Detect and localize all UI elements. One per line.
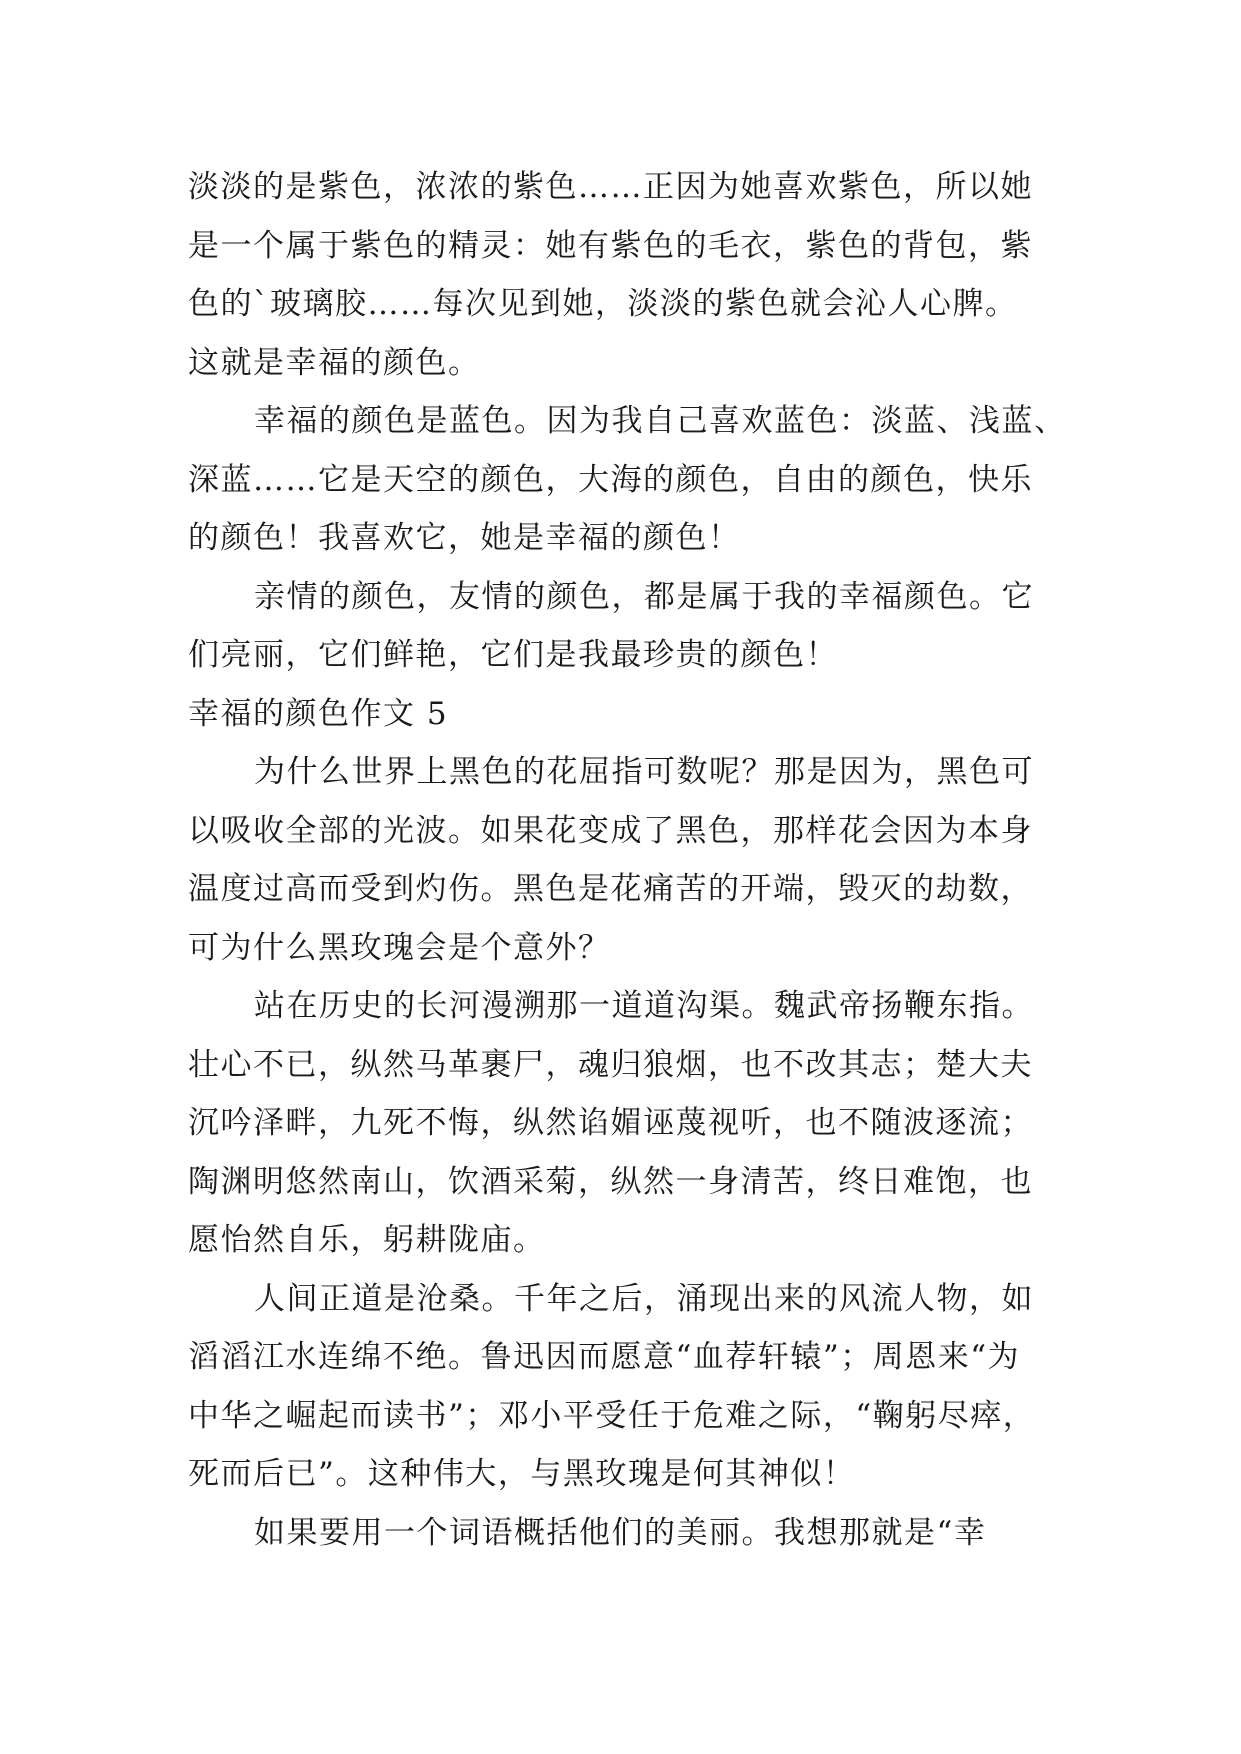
- paragraph-first-line: 如果要用一个词语概括他们的美丽。我想那就是“幸: [254, 1514, 987, 1551]
- paragraph-first-line: 人间正道是沧桑。千年之后，涌现出来的风流人物，如: [254, 1280, 1034, 1317]
- paragraph-first-line: 为什么世界上黑色的花屈指可数呢？那是因为，黑色可: [254, 754, 1034, 790]
- text-line: 色的`玻璃胶……每次见到她，淡淡的紫色就会沁人心脾。: [188, 286, 1018, 322]
- section-heading: 幸福的颜色作文 5: [188, 695, 449, 732]
- text-line: 们亮丽，它们鲜艳，它们是我最珍贵的颜色！: [188, 637, 838, 673]
- text-line: 中华之崛起而读书”；邓小平受任于危难之际，“鞠躬尽瘁，: [188, 1397, 1036, 1434]
- text-line: 滔滔江水连绵不绝。鲁迅因而愿意“血荐轩辕”；周恩来“为: [188, 1339, 1021, 1375]
- paragraph-first-line: 幸福的颜色是蓝色。因为我自己喜欢蓝色：淡蓝、浅蓝、: [254, 403, 1067, 439]
- text-line: 的颜色！我喜欢它，她是幸福的颜色！: [188, 520, 741, 556]
- text-line: 淡淡的是紫色，浓浓的紫色……正因为她喜欢紫色，所以她: [188, 169, 1033, 205]
- paragraph-first-line: 亲情的颜色，友情的颜色，都是属于我的幸福颜色。它: [254, 578, 1034, 615]
- paragraph-first-line: 站在历史的长河漫溯那一道道沟渠。魏武帝扬鞭东指。: [254, 988, 1034, 1024]
- text-line: 深蓝……它是天空的颜色，大海的颜色，自由的颜色，快乐: [188, 461, 1033, 498]
- text-line: 陶渊明悠然南山，饮酒采菊，纵然一身清苦，终日难饱，也: [188, 1163, 1033, 1200]
- text-line: 以吸收全部的光波。如果花变成了黑色，那样花会因为本身: [188, 812, 1033, 849]
- text-line: 是一个属于紫色的精灵：她有紫色的毛衣，紫色的背包，紫: [188, 227, 1033, 264]
- text-line: 愿怡然自乐，躬耕陇庙。: [188, 1222, 546, 1258]
- text-line: 壮心不已，纵然马革裹尸，魂归狼烟，也不改其志；楚大夫: [188, 1046, 1033, 1083]
- document-body: [188, 158, 1068, 1562]
- text-line: 温度过高而受到灼伤。黑色是花痛苦的开端，毁灭的劫数，: [188, 871, 1033, 907]
- text-line: 这就是幸福的颜色。: [188, 344, 481, 381]
- text-line: 沉吟泽畔，九死不悔，纵然谄媚诬蔑视听，也不随波逐流；: [188, 1105, 1033, 1141]
- text-line: 死而后已”。这种伟大，与黑玫瑰是何其神似！: [188, 1456, 856, 1492]
- text-line: 可为什么黑玫瑰会是个意外？: [188, 929, 611, 966]
